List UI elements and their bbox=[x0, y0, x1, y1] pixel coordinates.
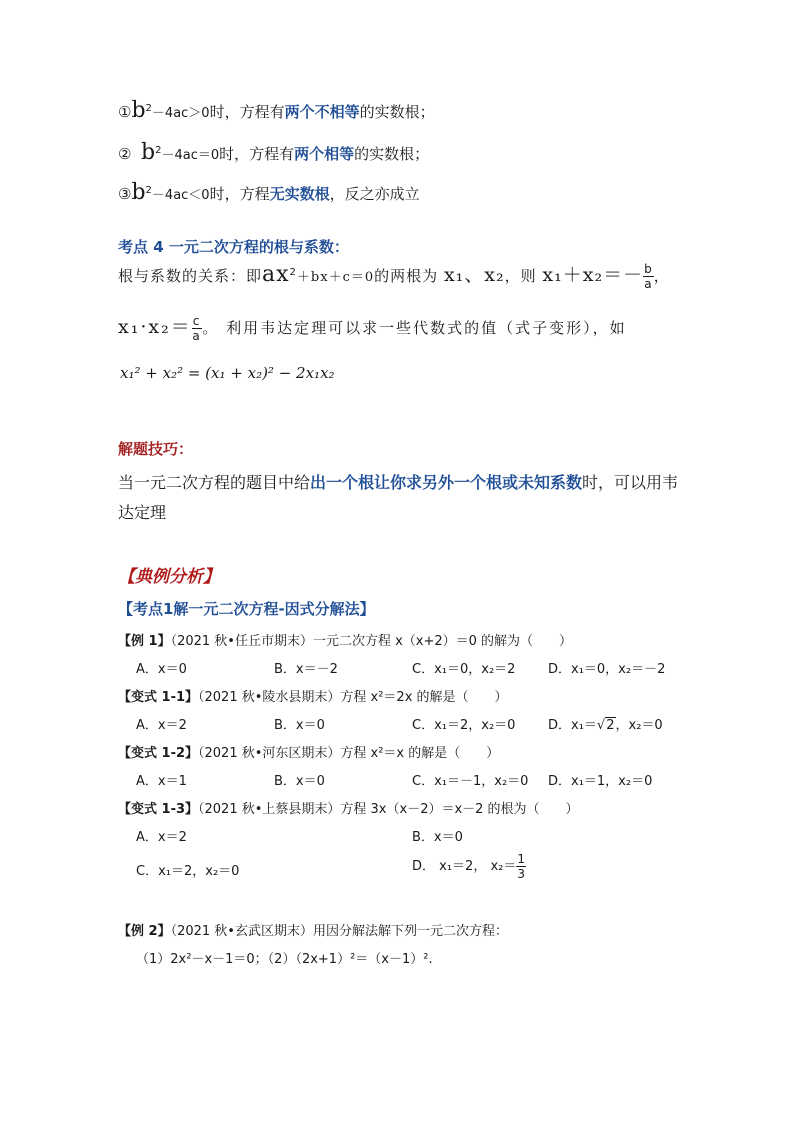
disc-line-2: ② $b^2-4ac=0$时，方程有两个相等的实数根； bbox=[118, 140, 430, 165]
example-banner: 【典例分析】 bbox=[118, 567, 220, 587]
kaodian4-title: 考点 4 一元二次方程的根与系数： bbox=[118, 238, 349, 256]
v11-option-b[interactable]: B．x＝0 bbox=[274, 718, 325, 733]
v11-option-c[interactable]: C．x₁＝2，x₂＝0 bbox=[412, 718, 516, 733]
example-1: 【例 1】（2021 秋•任丘市期末）一元二次方程 x（x+2）＝0 的解为（ ） bbox=[118, 634, 573, 649]
v13-option-a[interactable]: A．x＝2 bbox=[136, 830, 187, 845]
v12-option-a[interactable]: A．x＝1 bbox=[136, 774, 187, 789]
fraction-c-over-a: $\frac{c}{a}$ bbox=[192, 314, 202, 343]
ex1-option-b[interactable]: B．x＝－2 bbox=[274, 662, 338, 677]
v13-option-c[interactable]: C．x₁＝2，x₂＝0 bbox=[136, 864, 240, 879]
variant-1-1: 【变式 1-1】（2021 秋•陵水县期末）方程 x²＝2x 的解是（ ） bbox=[118, 690, 508, 705]
v11-option-d[interactable]: D．x₁＝√2，x₂＝0 bbox=[548, 718, 663, 733]
ex1-option-a[interactable]: A．x＝0 bbox=[136, 662, 187, 677]
example-2-equations: （1）2x²－x－1＝0；（2）（2x+1）²＝（x－1）². bbox=[136, 952, 433, 967]
v12-option-c[interactable]: C．x₁＝－1，x₂＝0 bbox=[412, 774, 529, 789]
example-2: 【例 2】（2021 秋•玄武区期末）用因分解法解下列一元二次方程： bbox=[118, 924, 508, 939]
v12-option-b[interactable]: B．x＝0 bbox=[274, 774, 325, 789]
v13-option-b[interactable]: B．x＝0 bbox=[412, 830, 463, 845]
variant-1-3: 【变式 1-3】（2021 秋•上蔡县期末）方程 3x（x－2）＝x－2 的根为（ ） bbox=[118, 802, 579, 817]
v13-option-d[interactable]: D． x₁＝2， x₂＝ $\frac{1}{3}$ bbox=[412, 852, 526, 881]
fraction-b-over-a: $\frac{b}{a}$ bbox=[644, 262, 653, 291]
v12-option-d[interactable]: D．x₁＝1，x₂＝0 bbox=[548, 774, 653, 789]
tips-line-1: 当一元二次方程的题目中给出一个根让你求另外一个根或未知系数时，可以用韦 bbox=[118, 473, 679, 492]
kaodian4-product: x₁·x₂＝ $\frac{c}{a}$ 。 利用韦达定理可以求一些代数式的值（式子变形），如 bbox=[118, 314, 627, 343]
kaodian4-relation: 根与系数的关系：即$ax^2+bx+c=0$的两根为 x₁、x₂，则 x₁＋x₂＝－ $\frac{b}{a}$ ， bbox=[118, 262, 670, 291]
sqrt-symbol: √ bbox=[596, 718, 606, 733]
ex1-option-d[interactable]: D．x₁＝0，x₂＝－2 bbox=[548, 662, 666, 677]
tips-line-2: 达定理 bbox=[118, 503, 167, 522]
variant-1-2: 【变式 1-2】（2021 秋•河东区期末）方程 x²＝x 的解是（ ） bbox=[118, 746, 500, 761]
fraction-one-third: $\frac{1}{3}$ bbox=[517, 852, 526, 881]
disc-line-3: $③b^2-4ac<0$时，方程无实数根，反之亦成立 bbox=[118, 180, 420, 205]
tips-title: 解题技巧： bbox=[118, 440, 194, 458]
section-title: 【考点1解一元二次方程-因式分解法】 bbox=[118, 600, 375, 618]
identity-formula: x₁² + x₂² = (x₁ + x₂)² − 2x₁x₂ bbox=[120, 364, 335, 382]
v11-option-a[interactable]: A．x＝2 bbox=[136, 718, 187, 733]
disc-line-1: $①b^2-4ac>0$时，方程有两个不相等的实数根； bbox=[118, 98, 435, 123]
ex1-option-c[interactable]: C．x₁＝0，x₂＝2 bbox=[412, 662, 516, 677]
